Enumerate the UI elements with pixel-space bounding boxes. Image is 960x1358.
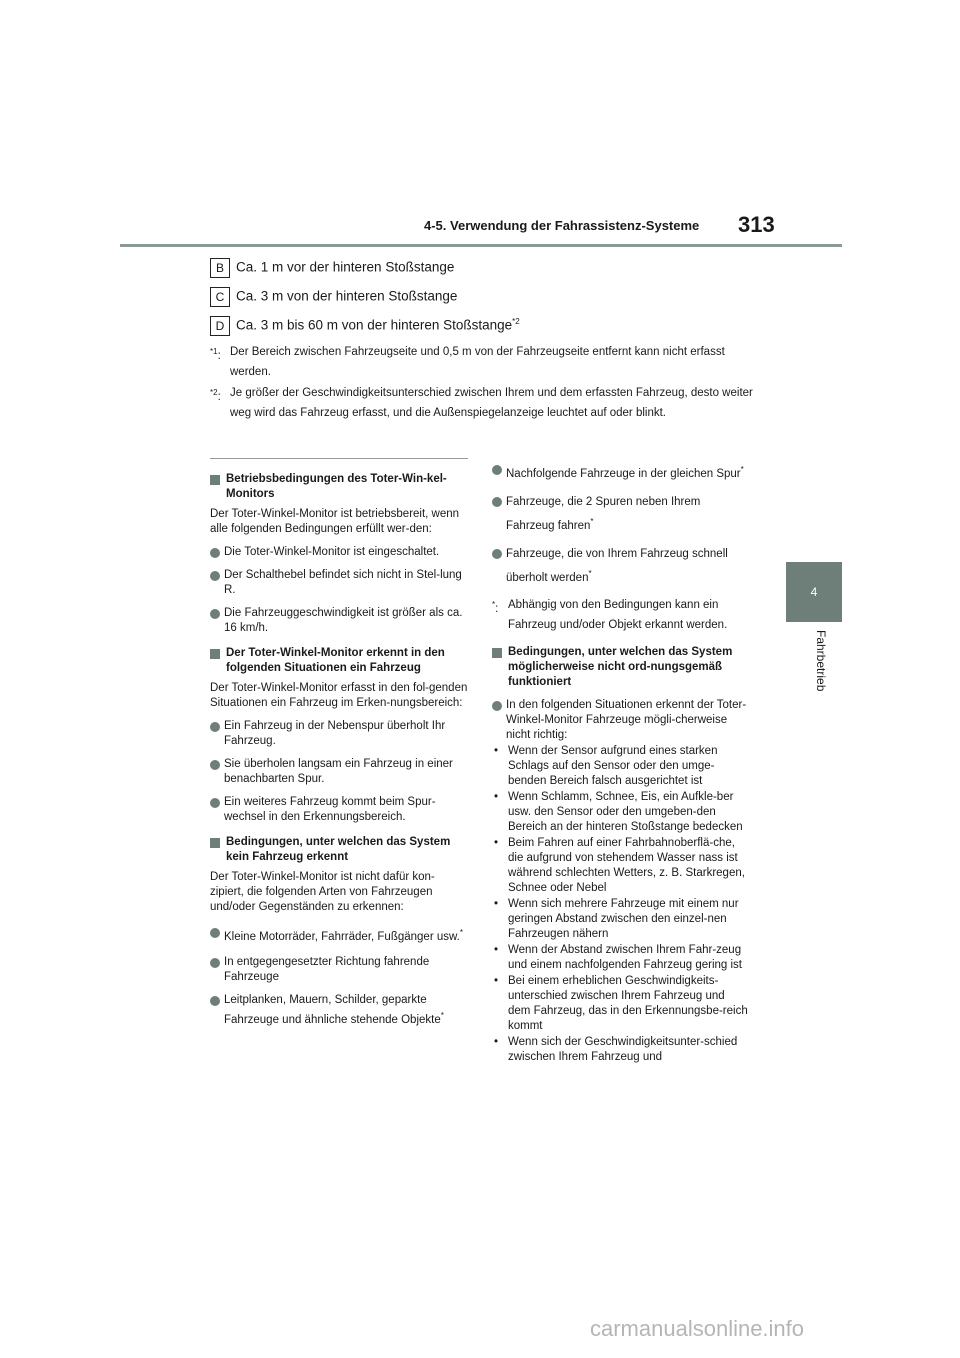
list-item: Die Toter-Winkel-Monitor ist eingeschaltet.	[210, 545, 468, 560]
bullet-icon	[492, 497, 502, 507]
footnote-text: Je größer der Geschwindigkeitsunterschied zwischen Ihrem und dem erfassten Fahrzeug, desto weiter weg wird das Fahrzeug erfasst, und die Außenspiegelanzeige leuchtet auf oder blinkt.	[230, 387, 753, 419]
dash-item: • Bei einem erheblichen Geschwindigkeits-unterschied zwischen Ihrem Fahrzeug und dem Fahrzeug, das in den Erkennungsbe-reich kommt	[494, 975, 748, 1033]
header-rule	[120, 244, 842, 247]
list-item: Fahrzeuge, die von Ihrem Fahrzeug schnell überholt werden*	[492, 544, 750, 588]
section-heading: Der Toter-Winkel-Monitor erkennt in den folgenden Situationen ein Fahrzeug	[210, 646, 468, 676]
footnote-mark: *2	[210, 388, 218, 397]
list-item: In den folgenden Situationen erkennt der Toter-Winkel-Monitor Fahrzeuge mögli-cherweise nicht richtig:	[492, 698, 750, 743]
ref-row-d	[210, 316, 520, 336]
footnote-note: *: Abhängig von den Bedingungen kann ein Fahrzeug und/oder Objekt erkannt werden.	[492, 599, 728, 632]
footnote-1: $^{*1}$: Der Bereich zwischen Fahrzeugseite und 0,5 m von der Fahrzeugseite entfernt kann nicht erfasst werden.	[210, 342, 760, 382]
bullet-icon	[492, 549, 502, 559]
paragraph: Der Toter-Winkel-Monitor erfasst in den fol-genden Situationen ein Fahrzeug im Erken-nungsbereich:	[210, 682, 468, 709]
bullet-icon	[210, 798, 220, 808]
list-item: Die Fahrzeuggeschwindigkeit ist größer als ca. 16 km/h.	[210, 606, 468, 636]
dash-item: • Wenn Schlamm, Schnee, Eis, ein Aufkle-ber usw. den Sensor oder den umgeben-den Bereich an der hinteren Stoßstange bedecken	[494, 791, 743, 834]
section-heading: Bedingungen, unter welchen das System kein Fahrzeug erkennt	[210, 835, 468, 865]
list-item: Leitplanken, Mauern, Schilder, geparkte Fahrzeuge und ähnliche stehende Objekte*	[210, 993, 468, 1028]
bullet-icon	[210, 958, 220, 968]
column-divider	[210, 458, 468, 459]
footnote-text: Der Bereich zwischen Fahrzeugseite und 0,5 m von der Fahrzeugseite entfernt kann nicht erfasst werden.	[230, 346, 725, 378]
paragraph: Der Toter-Winkel-Monitor ist nicht dafür kon-zipiert, die folgenden Arten von Fahrzeugen und/oder Gegenständen zu erkennen:	[210, 871, 435, 913]
ref-text: Ca. 3 m von der hinteren Stoßstange	[236, 288, 458, 304]
left-column	[210, 464, 468, 1028]
dash-item: • Wenn sich mehrere Fahrzeuge mit einem nur geringen Abstand zwischen den einzel-nen Fahrzeugen nähern	[494, 898, 739, 941]
list-item: Fahrzeuge, die 2 Spuren neben Ihrem Fahrzeug fahren*	[492, 492, 750, 536]
section-title: 4-5. Verwendung der Fahrassistenz-Systeme	[424, 218, 700, 233]
ref-row-b	[210, 258, 454, 278]
chapter-tab: 4	[786, 562, 842, 622]
footnote-ref: *2	[512, 317, 520, 327]
bullet-icon	[492, 465, 502, 475]
ref-letter-box: C	[210, 287, 230, 307]
bullet-icon	[210, 928, 220, 938]
watermark: carmanualsonline.info	[590, 1316, 805, 1341]
ref-text: Ca. 1 m vor der hinteren Stoßstange	[236, 259, 455, 275]
paragraph: Der Toter-Winkel-Monitor ist betriebsbereit, wenn alle folgenden Bedingungen erfüllt wer-den:	[210, 508, 460, 535]
dash-item: • Wenn der Abstand zwischen Ihrem Fahr-zeug und einem nachfolgenden Fahrzeug gering ist	[494, 944, 742, 972]
bullet-icon	[210, 609, 220, 619]
page-number: 313	[738, 212, 775, 237]
section-heading: Betriebsbedingungen des Toter-Win-kel-Monitors	[210, 472, 468, 502]
list-item: Der Schalthebel befindet sich nicht in Stel-lung R.	[210, 568, 468, 598]
list-item: In entgegengesetzter Richtung fahrende Fahrzeuge	[210, 955, 468, 985]
bullet-icon	[210, 760, 220, 770]
footnote-2: $^{*2}$: Je größer der Geschwindigkeitsunterschied zwischen Ihrem und dem erfassten Fahrzeug, desto weiter weg wird das Fahrzeug erfasst, und die Außenspiegelanzeige leuchtet auf oder blinkt.	[210, 383, 760, 423]
list-item: Ein Fahrzeug in der Nebenspur überholt Ihr Fahrzeug.	[210, 719, 468, 749]
dash-item: • Wenn sich der Geschwindigkeitsunter-schied zwischen Ihrem Fahrzeug und	[494, 1036, 738, 1064]
bullet-icon	[210, 548, 220, 558]
list-item: Kleine Motorräder, Fahrräder, Fußgänger usw.*	[210, 923, 468, 947]
bullet-icon	[210, 996, 220, 1006]
list-item: Nachfolgende Fahrzeuge in der gleichen Spur*	[492, 460, 750, 484]
chapter-label: Fahrbetrieb	[814, 630, 828, 692]
bullet-icon	[210, 722, 220, 732]
dash-item: • Beim Fahren auf einer Fahrbahnoberflä-che, die aufgrund von stehendem Wasser nass ist während schlechten Wetters, z. B. Starkregen, Schnee oder Nebel	[494, 837, 745, 895]
ref-letter-box: B	[210, 258, 230, 278]
list-item: Sie überholen langsam ein Fahrzeug in einer benachbarten Spur.	[210, 757, 468, 787]
list-item: Ein weiteres Fahrzeug kommt beim Spur-wechsel in den Erkennungsbereich.	[210, 795, 468, 825]
bullet-icon	[492, 701, 502, 711]
bullet-icon	[210, 571, 220, 581]
ref-row-c	[210, 287, 457, 307]
ref-text: Ca. 3 m bis 60 m von der hinteren Stoßstange	[236, 317, 513, 333]
right-column	[492, 452, 750, 1065]
dash-item: • Wenn der Sensor aufgrund eines starken Schlags auf den Sensor oder den umge-benden Bereich falsch ausgerichtet ist	[494, 745, 718, 788]
ref-letter-box: D	[210, 316, 230, 336]
footnote-mark: *1	[210, 347, 218, 356]
section-heading: Bedingungen, unter welchen das System möglicherweise nicht ord-nungsgemäß funktioniert	[492, 645, 750, 690]
